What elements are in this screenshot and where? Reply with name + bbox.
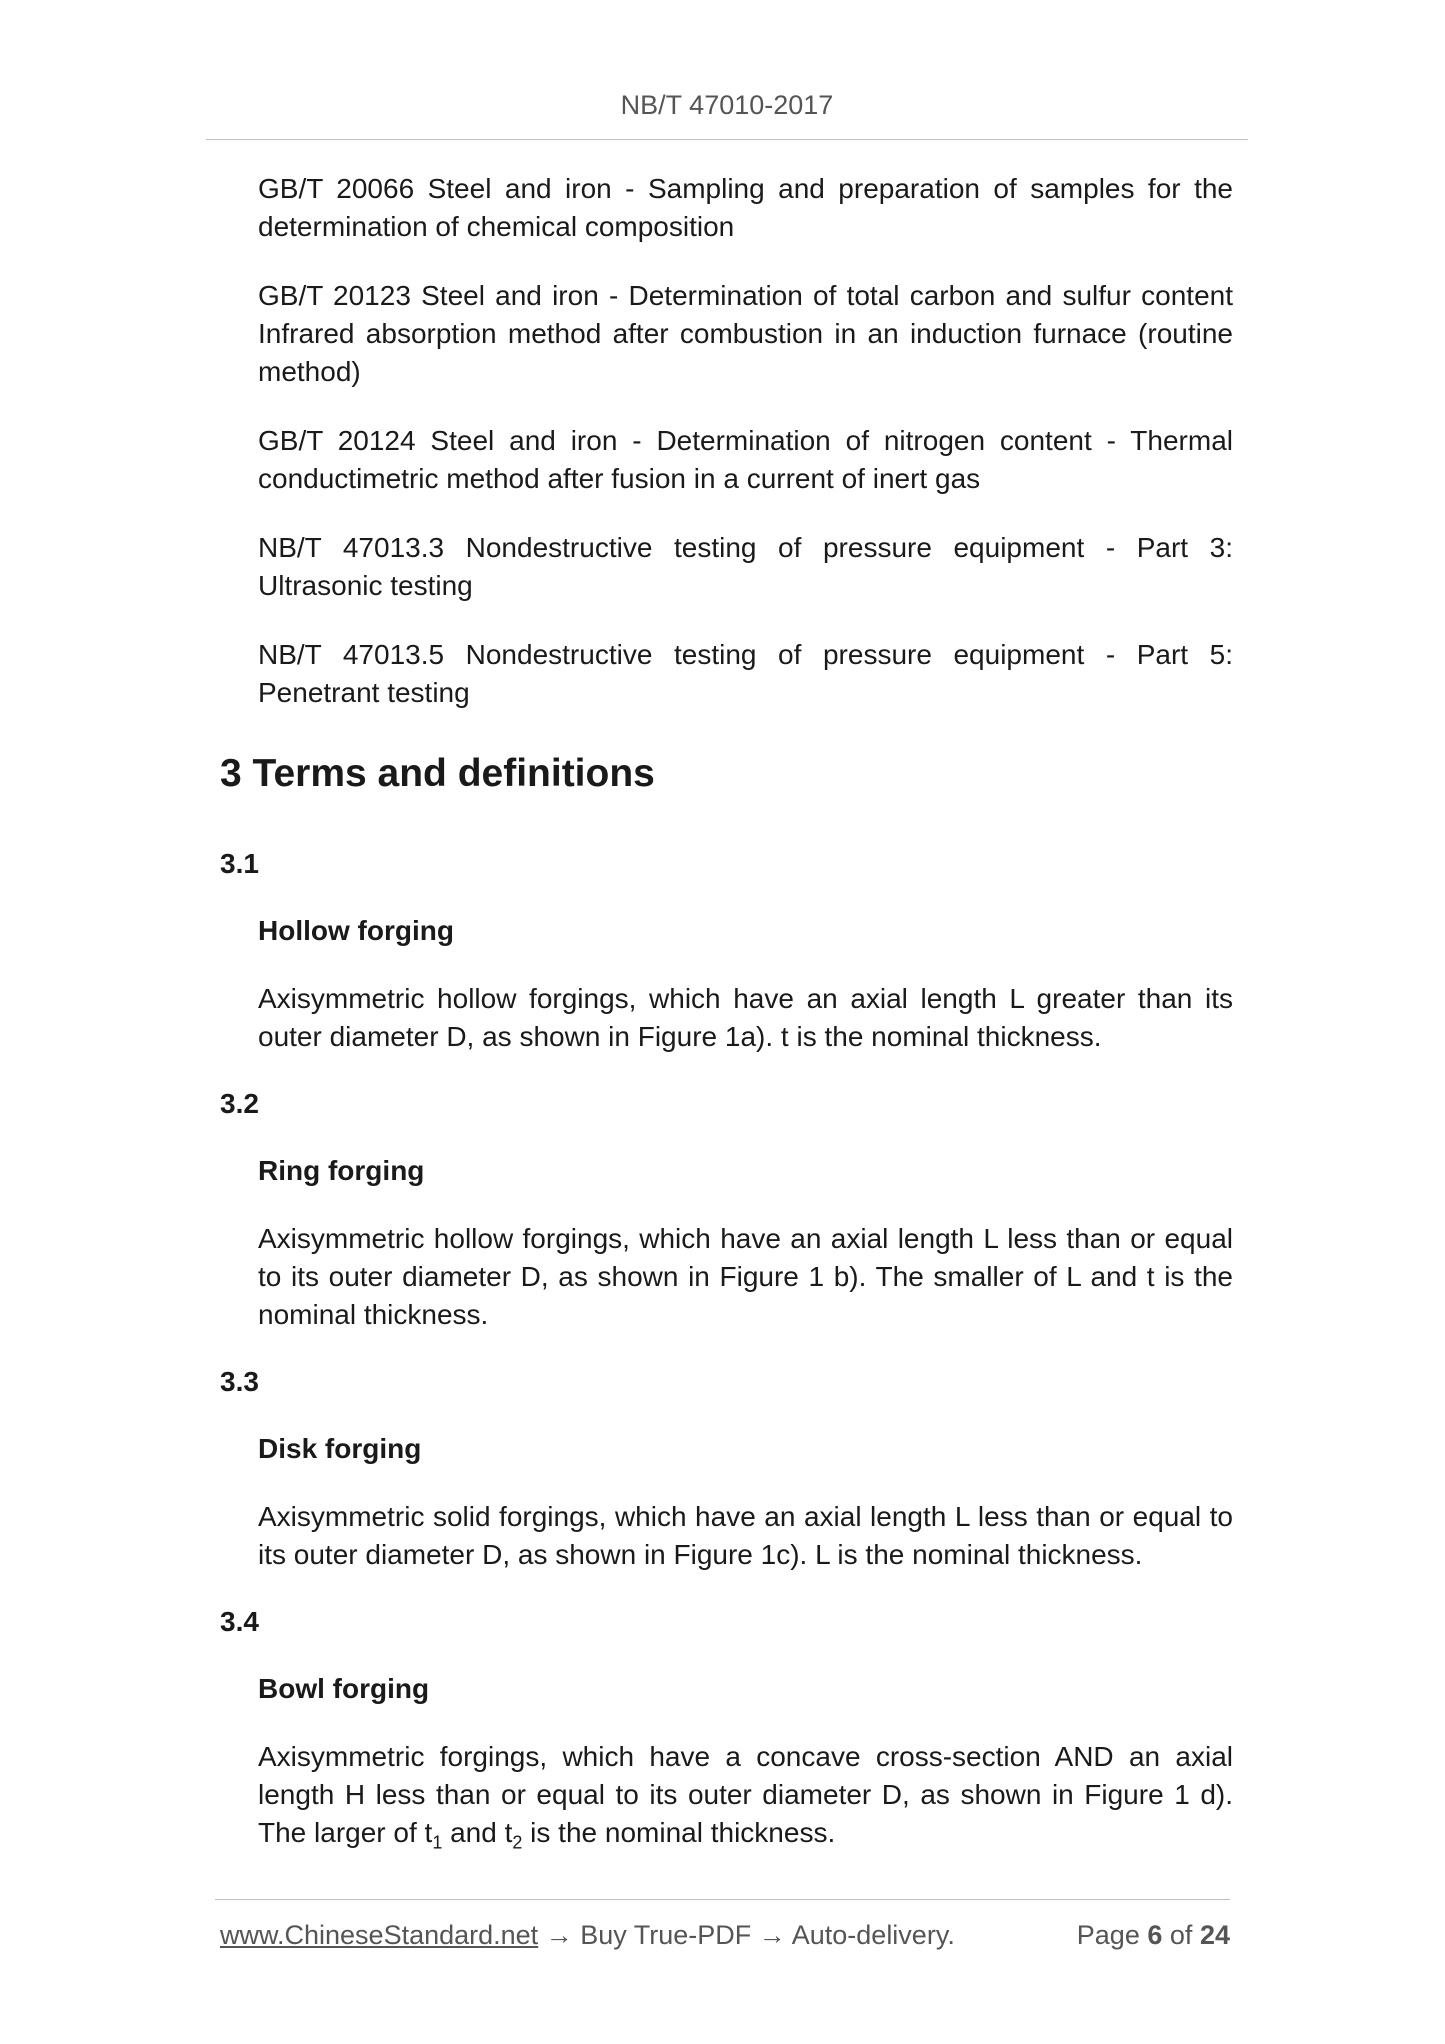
page-indicator: Page 6 of 24 (1076, 1920, 1230, 1950)
term-name: Bowl forging (258, 1673, 430, 1704)
running-header: NB/T 47010-2017 (206, 84, 1248, 140)
term-name: Ring forging (258, 1155, 425, 1186)
term-definition: Axisymmetric hollow forgings, which have an axial length L less than or equal to its outer diameter D, as shown in Figure 1 b). The smaller of L and t is the nominal thickness. (258, 1223, 1233, 1330)
total-pages: 24 (1199, 1920, 1230, 1950)
term-name: Hollow forging (258, 915, 454, 946)
term-name: Disk forging (258, 1433, 422, 1464)
clause-number: 3.4 (220, 1606, 259, 1637)
current-page: 6 (1147, 1920, 1163, 1950)
clause-number: 3.3 (220, 1366, 259, 1397)
subscript: 2 (512, 1832, 523, 1853)
term-definition: Axisymmetric forgings, which have a concave cross-section AND an axial length H less than or equal to its outer diameter D, as shown in Figure 1 d). The larger of $t_1$ and $t_2$ is the nominal thickness. (258, 1741, 1233, 1853)
clause-number: 3.1 (220, 848, 259, 879)
footer-divider (215, 1899, 1230, 1900)
reference-item: GB/T 20124 Steel and iron - Determination of nitrogen content - Thermal conductimetric method after fusion in a current of inert gas (258, 425, 1233, 494)
page-footer (220, 1920, 1230, 1951)
reference-item: NB/T 47013.3 Nondestructive testing of pressure equipment - Part 3: Ultrasonic testing (258, 532, 1233, 601)
reference-item: NB/T 47013.5 Nondestructive testing of pressure equipment - Part 5: Penetrant testing (258, 639, 1233, 708)
section-heading: 3 Terms and definitions (220, 752, 655, 795)
reference-item: GB/T 20123 Steel and iron - Determination of total carbon and sulfur content Infrared absorption method after combustion in an induction furnace (routine method) (258, 280, 1233, 387)
website-link[interactable]: www.ChineseStandard.net (220, 1920, 539, 1950)
reference-item: GB/T 20066 Steel and iron - Sampling and preparation of samples for the determination of chemical composition (258, 173, 1233, 242)
clause-number: 3.2 (220, 1088, 259, 1119)
term-definition: Axisymmetric solid forgings, which have an axial length L less than or equal to its outer diameter D, as shown in Figure 1c). L is the nominal thickness. (258, 1501, 1233, 1570)
subscript: 1 (432, 1832, 443, 1853)
term-definition: Axisymmetric hollow forgings, which have an axial length L greater than its outer diameter D, as shown in Figure 1a). t is the nominal thickness. (258, 983, 1233, 1052)
footer-tagline: → Buy True-PDF → Auto-delivery. (538, 1920, 955, 1950)
